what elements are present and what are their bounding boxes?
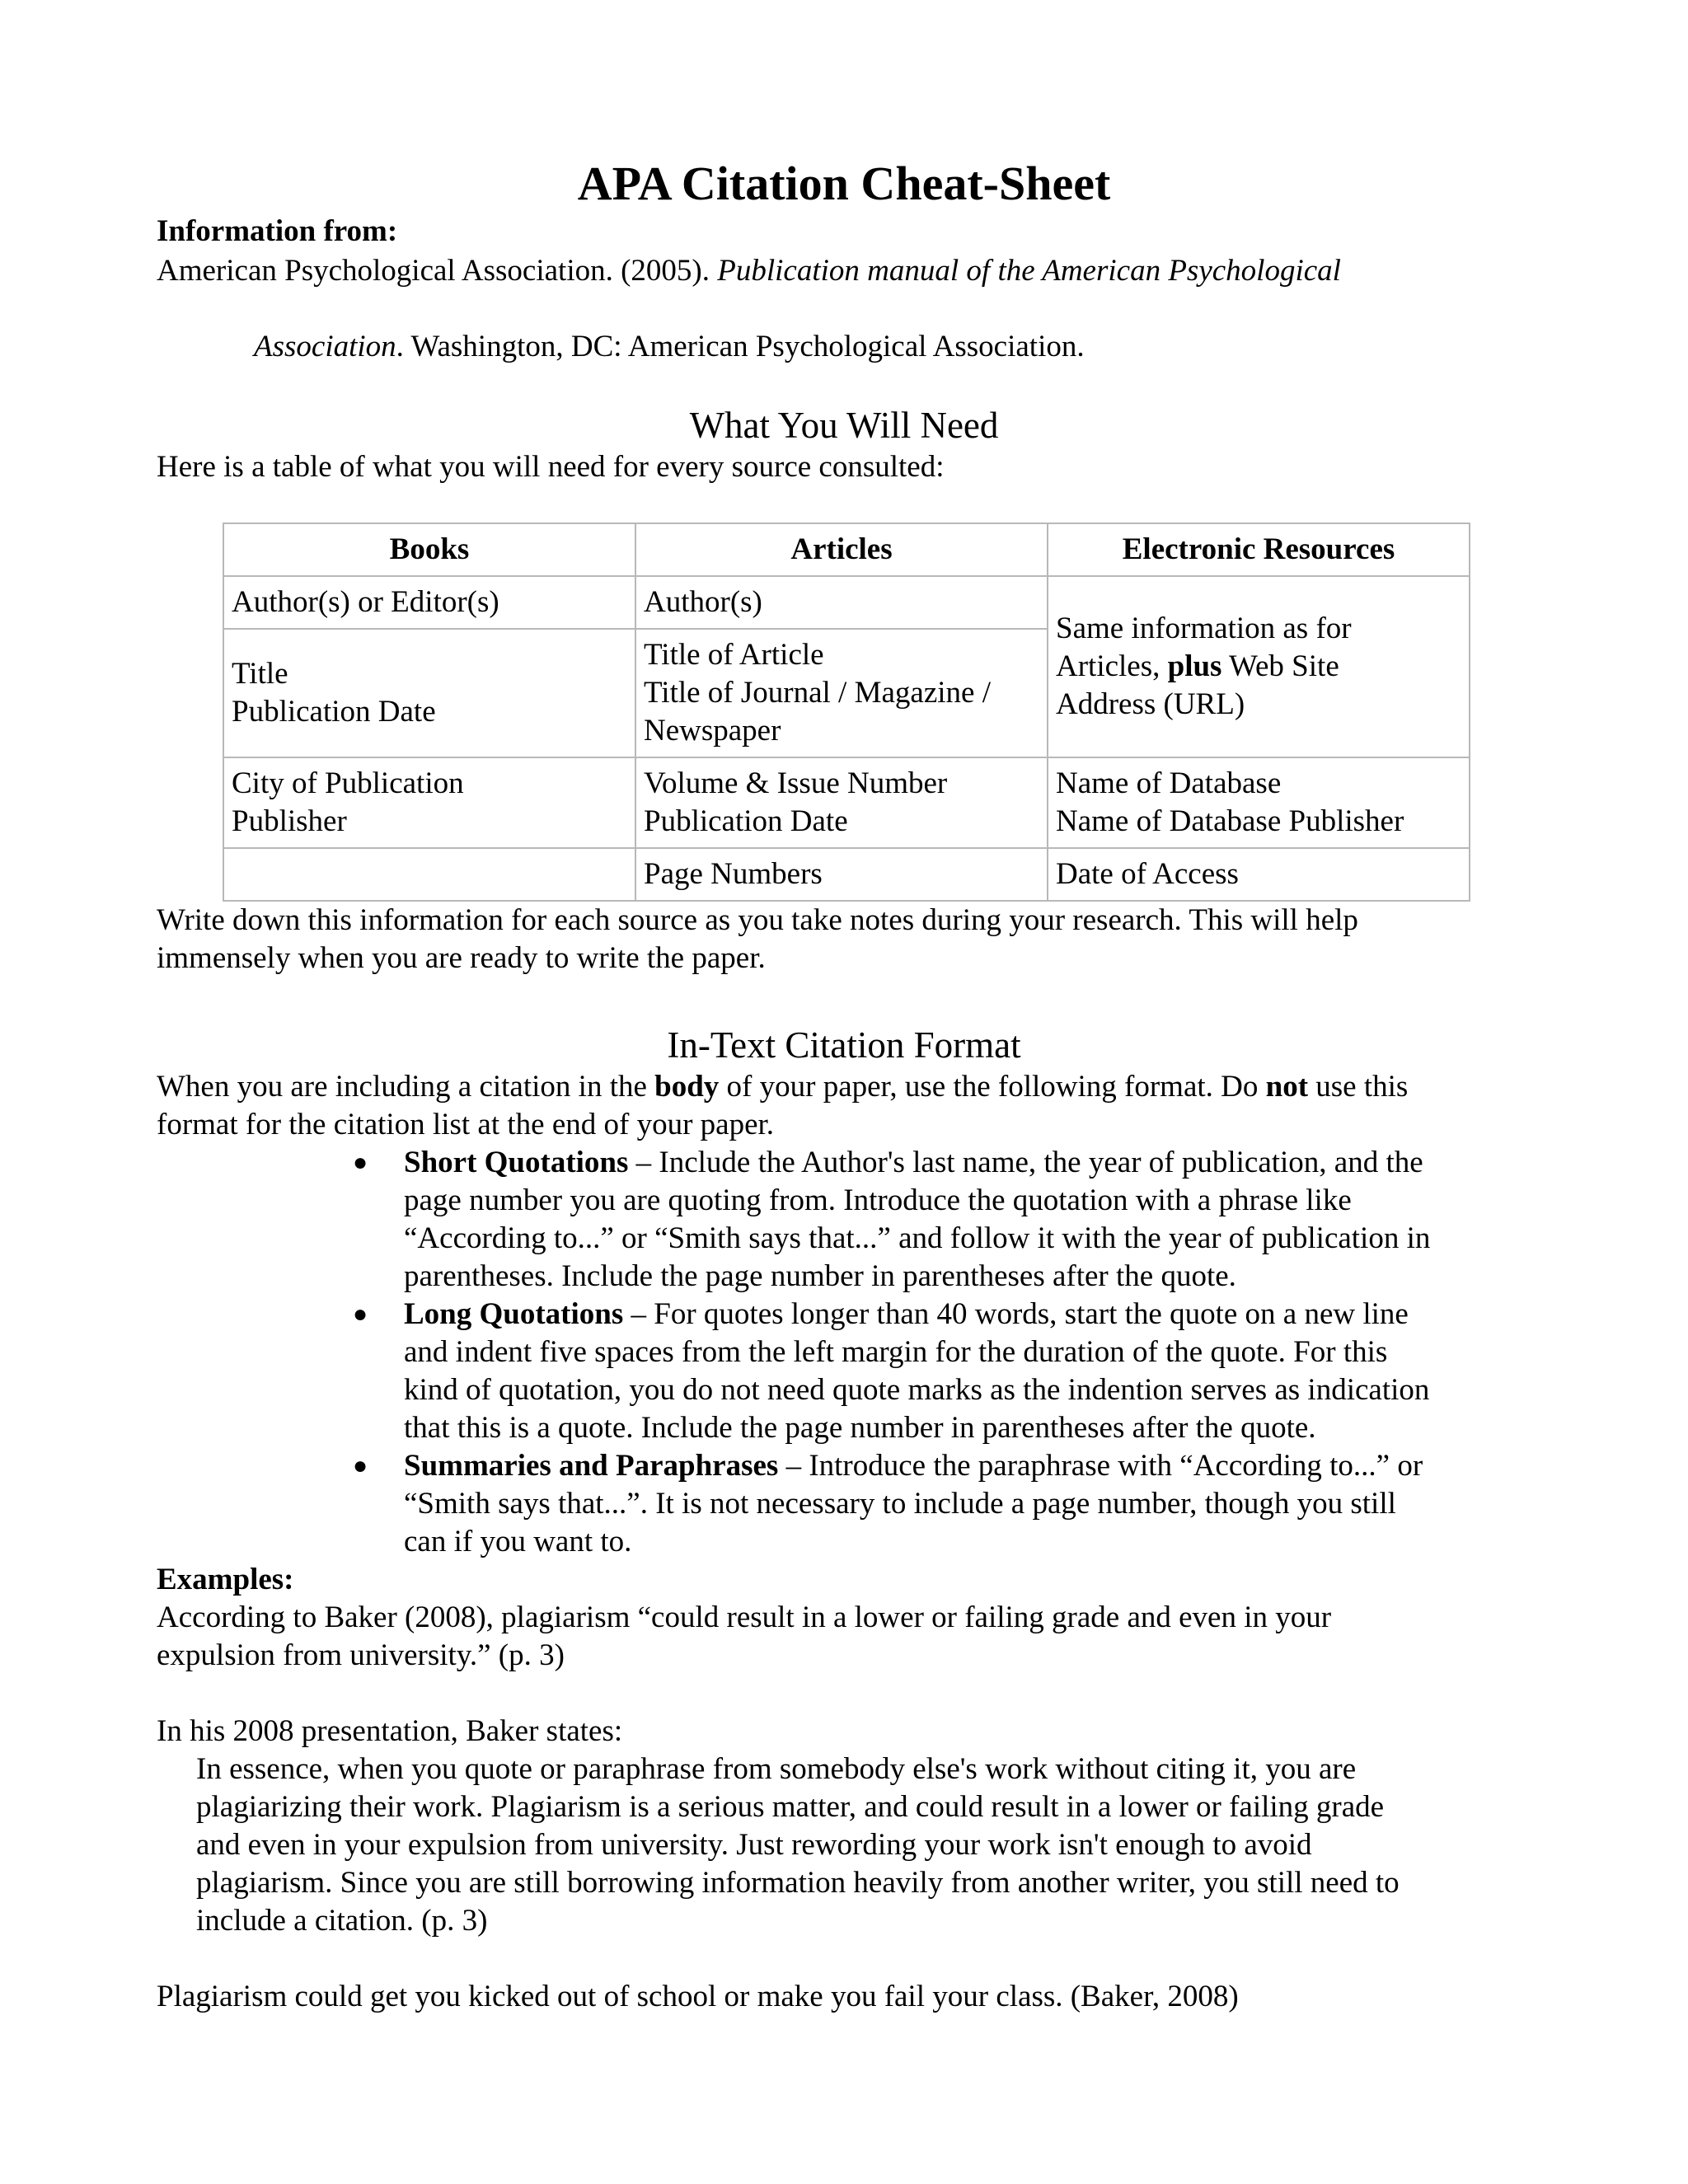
bullet-summaries bbox=[404, 1447, 1558, 1561]
table-row bbox=[223, 848, 1470, 901]
after-table-line-2: immensely when you are ready to write the paper. bbox=[157, 941, 766, 975]
table-row bbox=[223, 576, 1470, 629]
articles-authors: Author(s) bbox=[635, 576, 1048, 629]
reference-author: American Psychological Association. (2005). bbox=[157, 254, 718, 288]
info-label: Information from: bbox=[157, 214, 398, 248]
block-quote-line-4: plagiarism. Since you are still borrowing information heavily from another writer, you still need to bbox=[196, 1866, 1400, 1900]
electronic-database bbox=[1048, 757, 1470, 848]
example-2-intro: In his 2008 presentation, Baker states: bbox=[157, 1714, 623, 1748]
reference-line-2 bbox=[254, 328, 1085, 366]
long-text-1: – For quotes longer than 40 words, start the quote on a new line bbox=[623, 1297, 1409, 1331]
example-1-line-1: According to Baker (2008), plagiarism “could result in a lower or failing grade and even in your bbox=[157, 1601, 1332, 1634]
block-quote-line-3: and even in your expulsion from university. Just rewording your work isn't enough to avoid bbox=[196, 1828, 1312, 1862]
books-empty-cell bbox=[223, 848, 635, 901]
sum-line-3: can if you want to. bbox=[404, 1525, 632, 1558]
after-table-line-1: Write down this information for each source as you take notes during your research. This will help bbox=[157, 903, 1358, 937]
reference-title-part1: Publication manual of the American Psychological bbox=[717, 254, 1341, 288]
long-title: Long Quotations bbox=[404, 1297, 624, 1331]
reference-line-1 bbox=[157, 252, 1341, 290]
sum-text-1: – Introduce the paraphrase with “According to...” or bbox=[778, 1449, 1423, 1483]
sum-line-1 bbox=[404, 1447, 1558, 1485]
articles-title-of-journal: Title of Journal / Magazine / bbox=[644, 676, 991, 710]
books-authors: Author(s) or Editor(s) bbox=[223, 576, 635, 629]
articles-publication-date: Publication Date bbox=[644, 804, 848, 838]
intext-body-bold: body bbox=[654, 1070, 720, 1104]
what-you-will-need-heading: What You Will Need bbox=[689, 405, 999, 446]
articles-titles bbox=[635, 629, 1048, 757]
electronic-same-info-line2 bbox=[1056, 648, 1461, 686]
short-text-1: – Include the Author's last name, the year of publication, and the bbox=[628, 1146, 1423, 1179]
header-electronic: Electronic Resources bbox=[1048, 523, 1470, 576]
articles-volume-date bbox=[635, 757, 1048, 848]
short-line-3: “According to...” or “Smith says that...” and follow it with the year of publication in bbox=[404, 1221, 1431, 1255]
books-publication-date: Publication Date bbox=[232, 695, 436, 729]
intext-not-bold: not bbox=[1265, 1070, 1309, 1104]
short-title: Short Quotations bbox=[404, 1146, 629, 1179]
in-text-citation-heading: In-Text Citation Format bbox=[667, 1024, 1021, 1066]
short-line-4: parentheses. Include the page number in parentheses after the quote. bbox=[404, 1259, 1236, 1293]
short-line-2: page number you are quoting from. Introduce the quotation with a phrase like bbox=[404, 1183, 1352, 1217]
need-intro: Here is a table of what you will need for every source consulted: bbox=[157, 450, 945, 484]
bullet-short-quotations bbox=[404, 1144, 1558, 1296]
long-line-2: and indent five spaces from the left margin for the duration of the quote. For this bbox=[404, 1335, 1388, 1369]
page-title: APA Citation Cheat-Sheet bbox=[577, 157, 1111, 210]
articles-newspaper: Newspaper bbox=[644, 714, 781, 748]
short-line-1 bbox=[404, 1144, 1558, 1182]
articles-volume: Volume & Issue Number bbox=[644, 766, 948, 800]
articles-title-of-article: Title of Article bbox=[644, 638, 824, 672]
books-publisher: Publisher bbox=[232, 804, 347, 838]
table-row bbox=[223, 757, 1470, 848]
electronic-date-of-access: Date of Access bbox=[1048, 848, 1470, 901]
electronic-same-info bbox=[1048, 576, 1470, 757]
books-city-publisher bbox=[223, 757, 635, 848]
bullet-long-quotations bbox=[404, 1296, 1558, 1447]
sum-line-2: “Smith says that...”. It is not necessary to include a page number, though you still bbox=[404, 1487, 1396, 1521]
header-articles: Articles bbox=[635, 523, 1048, 576]
intext-line-2: format for the citation list at the end of your paper. bbox=[157, 1108, 775, 1141]
intext-text-e: use this bbox=[1308, 1070, 1409, 1104]
reference-publisher: . Washington, DC: American Psychological Association. bbox=[396, 330, 1085, 363]
examples-label: Examples: bbox=[157, 1563, 294, 1596]
electronic-same-info-line1: Same information as for bbox=[1056, 612, 1352, 645]
bullet-icon: ● bbox=[353, 1149, 368, 1176]
example-3: Plagiarism could get you kicked out of school or make you fail your class. (Baker, 2008) bbox=[157, 1980, 1239, 2013]
books-title: Title bbox=[232, 657, 288, 691]
block-quote-line-5: include a citation. (p. 3) bbox=[196, 1904, 488, 1938]
bullet-icon: ● bbox=[353, 1301, 368, 1328]
books-city: City of Publication bbox=[232, 766, 464, 800]
block-quote-line-2: plagiarizing their work. Plagiarism is a serious matter, and could result in a lower or failing grade bbox=[196, 1790, 1385, 1824]
electronic-same-info-line3: Address (URL) bbox=[1056, 687, 1245, 721]
header-books: Books bbox=[223, 523, 635, 576]
electronic-database-publisher: Name of Database Publisher bbox=[1056, 804, 1404, 838]
block-quote-line-1: In essence, when you quote or paraphrase from somebody else's work without citing it, you are bbox=[196, 1752, 1357, 1786]
example-1-line-2: expulsion from university.” (p. 3) bbox=[157, 1638, 565, 1672]
intext-text-c: of your paper, use the following format. Do bbox=[719, 1070, 1266, 1104]
long-line-4: that this is a quote. Include the page number in parentheses after the quote. bbox=[404, 1411, 1316, 1445]
electronic-articles-text: Articles, bbox=[1056, 649, 1168, 683]
electronic-plus-text: plus bbox=[1167, 649, 1222, 683]
electronic-website-text: Web Site bbox=[1221, 649, 1339, 683]
long-line-1 bbox=[404, 1296, 1558, 1333]
intext-line-1 bbox=[157, 1068, 1408, 1106]
sum-title: Summaries and Paraphrases bbox=[404, 1449, 779, 1483]
table-header-row bbox=[223, 523, 1470, 576]
articles-page-numbers: Page Numbers bbox=[635, 848, 1048, 901]
electronic-database-name: Name of Database bbox=[1056, 766, 1282, 800]
source-info-table bbox=[223, 523, 1470, 902]
books-title-date bbox=[223, 629, 635, 757]
block-quote bbox=[196, 1750, 1400, 1940]
intext-text-a: When you are including a citation in the bbox=[157, 1070, 655, 1104]
long-line-3: kind of quotation, you do not need quote marks as the indention serves as indication bbox=[404, 1373, 1430, 1407]
bullet-icon: ● bbox=[353, 1452, 368, 1479]
reference-title-part2: Association bbox=[254, 330, 396, 363]
